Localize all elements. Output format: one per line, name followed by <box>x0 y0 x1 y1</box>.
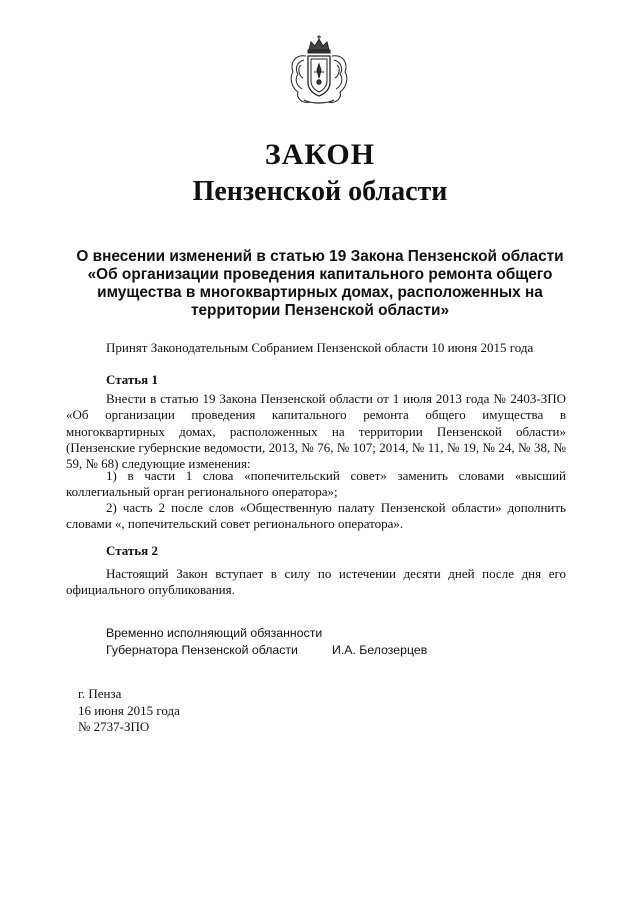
adopted-note: Принят Законодательным Собранием Пензенской области 10 июня 2015 года <box>106 340 534 355</box>
article-1-item-1: 1) в части 1 слова «попечительский совет» заменить словами «высший коллегиальный орган регионального оператора»; <box>66 468 566 500</box>
article-2-heading: Статья 2 <box>106 543 158 558</box>
signatory-position-line2: Губернатора Пензенской области <box>106 643 298 657</box>
law-name: О внесении изменений в статью 19 Закона Пензенской области «Об организации проведения капитального ремонта общего имущества в многоквартирных домах, расположенных на территории Пензенской области» <box>76 248 564 319</box>
signatory-position-line1: Временно исполняющий обязанности <box>106 626 323 640</box>
document-footer <box>78 686 180 736</box>
article-2-paragraph: Настоящий Закон вступает в силу по истечении десяти дней после дня его официального опубликования. <box>66 566 566 598</box>
article-1-paragraph: Внести в статью 19 Закона Пензенской области от 1 июля 2013 года № 2403-ЗПО «Об организации проведения капитального ремонта общего имущества в многоквартирных домах, расположенных на территории Пензенской области» (Пензенские губернские ведомости, 2013, № 76, № 107; 2014, № 11, № 19, № 24, № 38, № 59, № 68) следующие изменения: <box>66 391 566 472</box>
document-subtitle: Пензенской области <box>192 176 448 207</box>
footer-date: 16 июня 2015 года <box>78 702 180 718</box>
footer-number: № 2737-ЗПО <box>78 719 150 734</box>
document-title: ЗАКОН <box>264 138 376 171</box>
footer-place: г. Пенза <box>78 686 122 701</box>
signatory-name: И.А. Белозерцев <box>332 643 428 657</box>
signature-block <box>106 625 506 659</box>
coat-of-arms-icon <box>284 34 354 108</box>
article-1-heading: Статья 1 <box>106 372 158 387</box>
article-1-item-2: 2) часть 2 после слов «Общественную палату Пензенской области» дополнить словами «, попечительский совет регионального оператора». <box>66 500 566 532</box>
